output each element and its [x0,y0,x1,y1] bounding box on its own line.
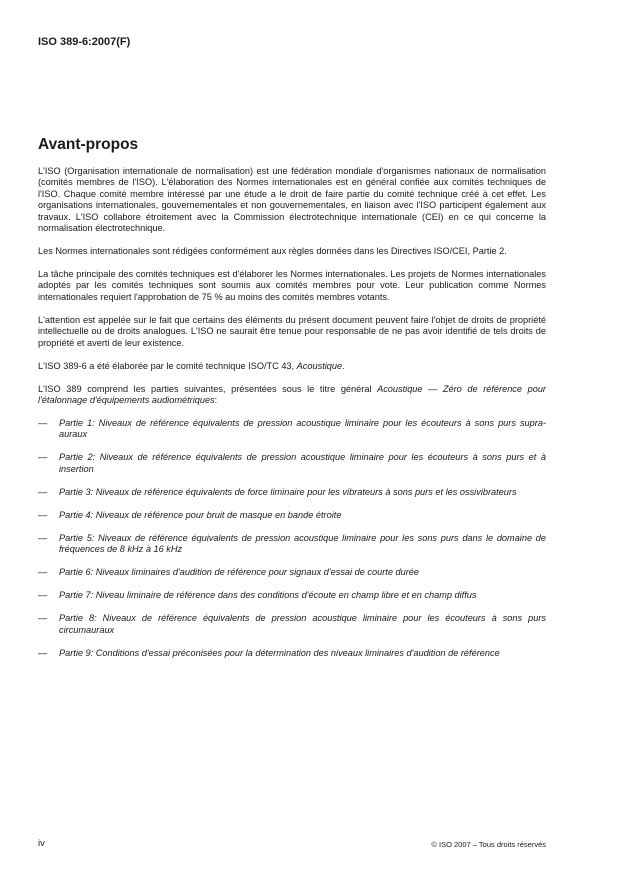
part-title: Partie 6: Niveaux liminaires d'audition de référence pour signaux d'essai de courte durée [59,567,419,578]
page-number: iv [38,838,45,849]
dash-bullet: — [38,590,48,601]
paragraph-directives: Les Normes internationales sont rédigées conformément aux règles données dans les Directives ISO/CEI, Partie 2. [38,246,507,257]
list-item [38,590,546,601]
copyright-notice: © ISO 2007 – Tous droits réservés [431,840,546,849]
dash-bullet: — [38,613,48,624]
foreword-body [38,166,546,671]
part-title: Partie 8: Niveaux de référence équivalents de pression acoustique liminaire pour les écouteurs à sons purs circumauraux [59,613,546,635]
part-title: Partie 4: Niveaux de référence pour bruit de masque en bande étroite [59,509,342,520]
paragraph-series-intro [38,384,546,407]
text: L'ISO 389 comprend les parties suivantes, présentées sous le titre général [38,383,378,394]
text: L'ISO 389-6 a été élaborée par le comité technique ISO/TC 43, [38,360,297,371]
list-item [38,487,546,498]
list-item [38,452,546,475]
dash-bullet: — [38,486,48,497]
document-id-header: ISO 389-6:2007(F) [38,36,131,48]
committee-title: Acoustique [296,360,343,371]
list-item [38,613,546,636]
paragraph-technical-committees: La tâche principale des comités techniques est d'élaborer les Normes internationales. Les projets de Normes internationales adoptés par les comités techniques sont soumis aux comités membres pour vote. Leur publication comme Normes internationales requiert l'approbation de 75 % au moins des comités membres votants. [38,269,546,302]
paragraph-iso-intro: L'ISO (Organisation internationale de normalisation) est une fédération mondiale d'organismes nationaux de normalisation (comités membres de l'ISO). L'élaboration des Normes internationales est en général confiée aux comités techniques de l'ISO. Chaque comité membre intéressé par une étude a le droit de faire partie du comité technique créé à cet effet. Les organisations internationales, gouvernementales et non gouvernementales, en liaison avec l'ISO participent également aux travaux. L'ISO collabore étroitement avec la Commission électrotechnique internationale (CEI) en ce qui concerne la normalisation électrotechnique. [38,166,546,234]
list-item [38,567,546,578]
part-title: Partie 5: Niveaux de référence équivalents de pression acoustique liminaire pour les sons purs dans le domaine de fréquences de 8 kHz à 16 kHz [59,532,546,555]
part-title: Partie 1: Niveaux de référence équivalents de pression acoustique liminaire pour les écouteurs à sons purs supra-auraux [59,418,546,440]
paragraph-patent-notice: L'attention est appelée sur le fait que certains des éléments du présent document peuvent faire l'objet de droits de propriété intellectuelle ou de droits analogues. L'ISO ne saurait être tenue pour responsable de ne pas avoir identifié de tels droits de propriété et averti de leur existence. [38,314,546,348]
dash-bullet: — [38,509,48,520]
dash-bullet: — [38,647,48,658]
section-title: Avant-propos [38,136,139,153]
text: : [214,395,218,406]
list-item [38,648,546,659]
dash-bullet: — [38,452,48,463]
part-title: Partie 9: Conditions d'essai préconisées pour la détermination des niveaux liminaires d'audition de référence [59,647,500,658]
list-item [38,418,546,441]
dash-bullet: — [38,567,48,578]
list-item [38,533,546,556]
part-title: Partie 7: Niveau liminaire de référence dans des conditions d'écoute en champ libre et en champ diffus [59,590,477,601]
text: . [342,360,345,371]
dash-bullet: — [38,532,48,543]
dash-bullet: — [38,418,48,429]
parts-list [38,418,546,659]
paragraph-prepared-by [38,361,546,372]
part-title: Partie 3: Niveaux de référence équivalents de force liminaire pour les vibrateurs à sons purs et les ossivibrateurs [59,486,517,497]
series-title: Acoustique — Zéro de référence pour l'étalonnage d'équipements audiométriques [38,383,546,406]
part-title: Partie 2: Niveaux de référence équivalents de pression acoustique liminaire pour les écouteurs à sons purs et à insertion [59,452,546,474]
list-item [38,510,546,521]
